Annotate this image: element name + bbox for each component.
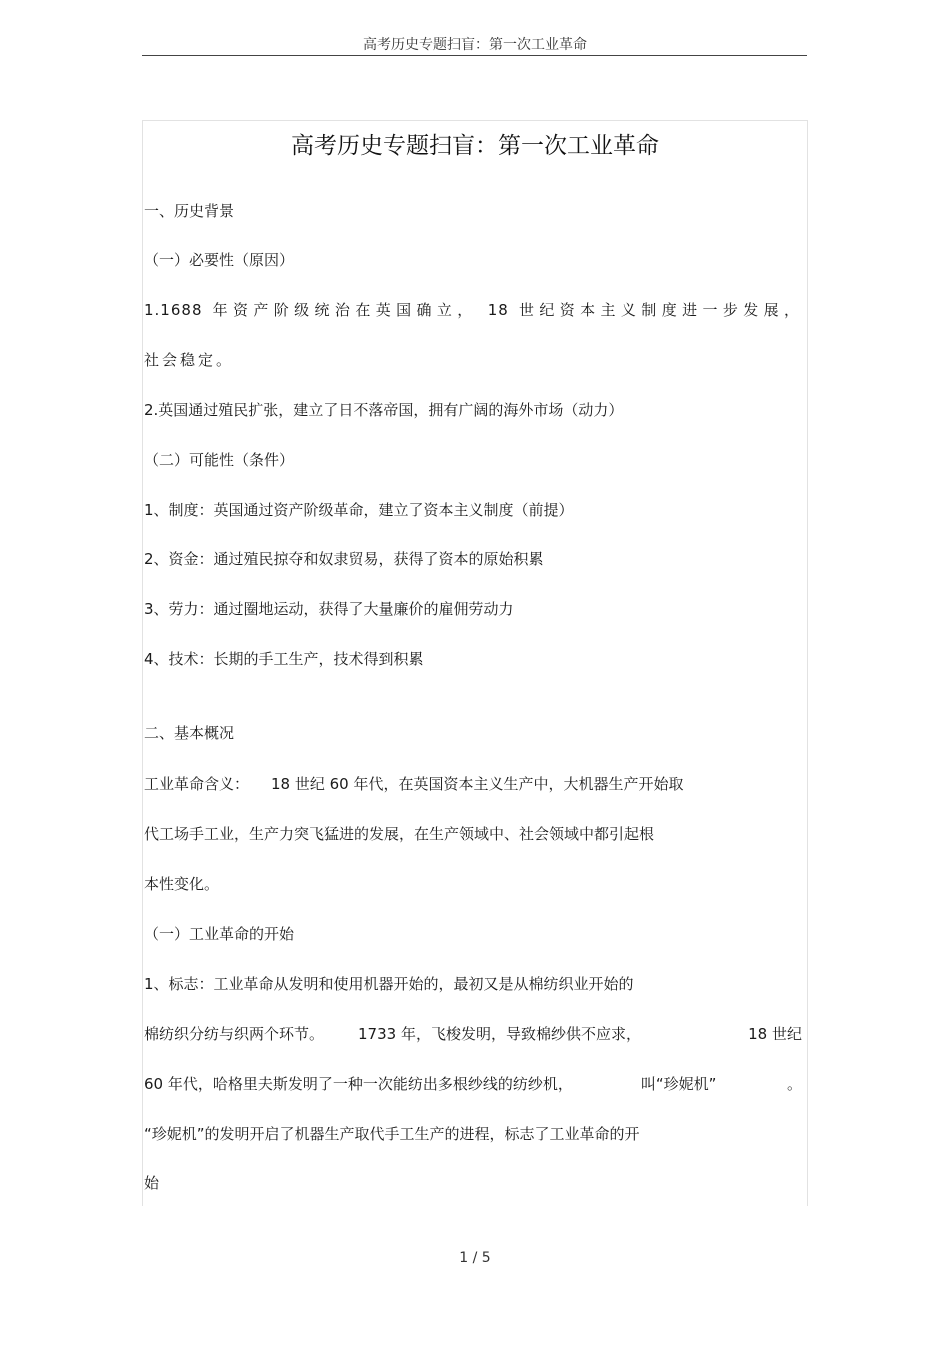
- condition-capital: 2、资金：通过殖民掠夺和奴隶贸易，获得了资本的原始积累: [144, 550, 544, 568]
- subsection-heading-possibility: （二）可能性（条件）: [144, 451, 295, 469]
- definition-text: 18 世纪 60 年代，在英国资本主义生产中，大机器生产开始取: [271, 775, 684, 793]
- condition-technology: 4、技术：长期的手工生产，技术得到积累: [144, 650, 424, 668]
- header-rule: [142, 55, 807, 56]
- definition-line-1: [144, 773, 684, 795]
- beginning-mark-line-3-b: 叫“珍妮机”: [640, 1075, 717, 1093]
- beginning-mark-line-3-a: 60 年代，哈格里夫斯发明了一种一次能纺出多根纱线的纺纱机，: [144, 1075, 573, 1093]
- beginning-mark-line-3-c: 。: [786, 1075, 802, 1093]
- section-heading-overview: 二、基本概况: [144, 724, 235, 742]
- beginning-mark-line-2-c: 18 世纪: [748, 1025, 802, 1043]
- subsection-heading-necessity: （一）必要性（原因）: [144, 251, 295, 269]
- beginning-mark-line-2: [144, 1023, 802, 1045]
- beginning-mark-line-1: 1、标志：工业革命从发明和使用机器开始的，最初又是从棉纺织业开始的: [144, 975, 634, 993]
- running-header: 高考历史专题扫盲：第一次工业革命: [363, 37, 587, 53]
- condition-labor: 3、劳力：通过圈地运动，获得了大量廉价的雇佣劳动力: [144, 600, 514, 618]
- section-heading-background: 一、历史背景: [144, 202, 235, 220]
- beginning-mark-line-2-b: 1733 年，飞梭发明，导致棉纱供不应求，: [358, 1025, 641, 1043]
- beginning-mark-line-3: [144, 1073, 802, 1095]
- definition-line-3: 本性变化。: [144, 875, 220, 893]
- necessity-item-2: 2.英国通过殖民扩张，建立了日不落帝国，拥有广阔的海外市场（动力）: [144, 401, 624, 419]
- definition-label: 工业革命含义：: [144, 775, 250, 793]
- condition-institution: 1、制度：英国通过资产阶级革命，建立了资本主义制度（前提）: [144, 501, 574, 519]
- beginning-mark-line-4: “珍妮机”的发明开启了机器生产取代手工生产的进程，标志了工业革命的开: [144, 1125, 640, 1143]
- necessity-item-1-line-2: 社会稳定。: [144, 351, 235, 369]
- beginning-mark-line-2-a: 棉纺织分纺与织两个环节。: [144, 1025, 325, 1043]
- page-number: 1 / 5: [459, 1250, 491, 1266]
- subsection-heading-beginning: （一）工业革命的开始: [144, 925, 295, 943]
- beginning-mark-line-5: 始: [144, 1174, 160, 1192]
- document-title: 高考历史专题扫盲：第一次工业革命: [291, 133, 659, 159]
- definition-line-2: 代工场手工业，生产力突飞猛进的发展，在生产领域中、社会领域中都引起根: [144, 825, 655, 843]
- necessity-item-1-line-1: 1.1688 年资产阶级统治在英国确立， 18 世纪资本主义制度进一步发展，: [144, 301, 800, 319]
